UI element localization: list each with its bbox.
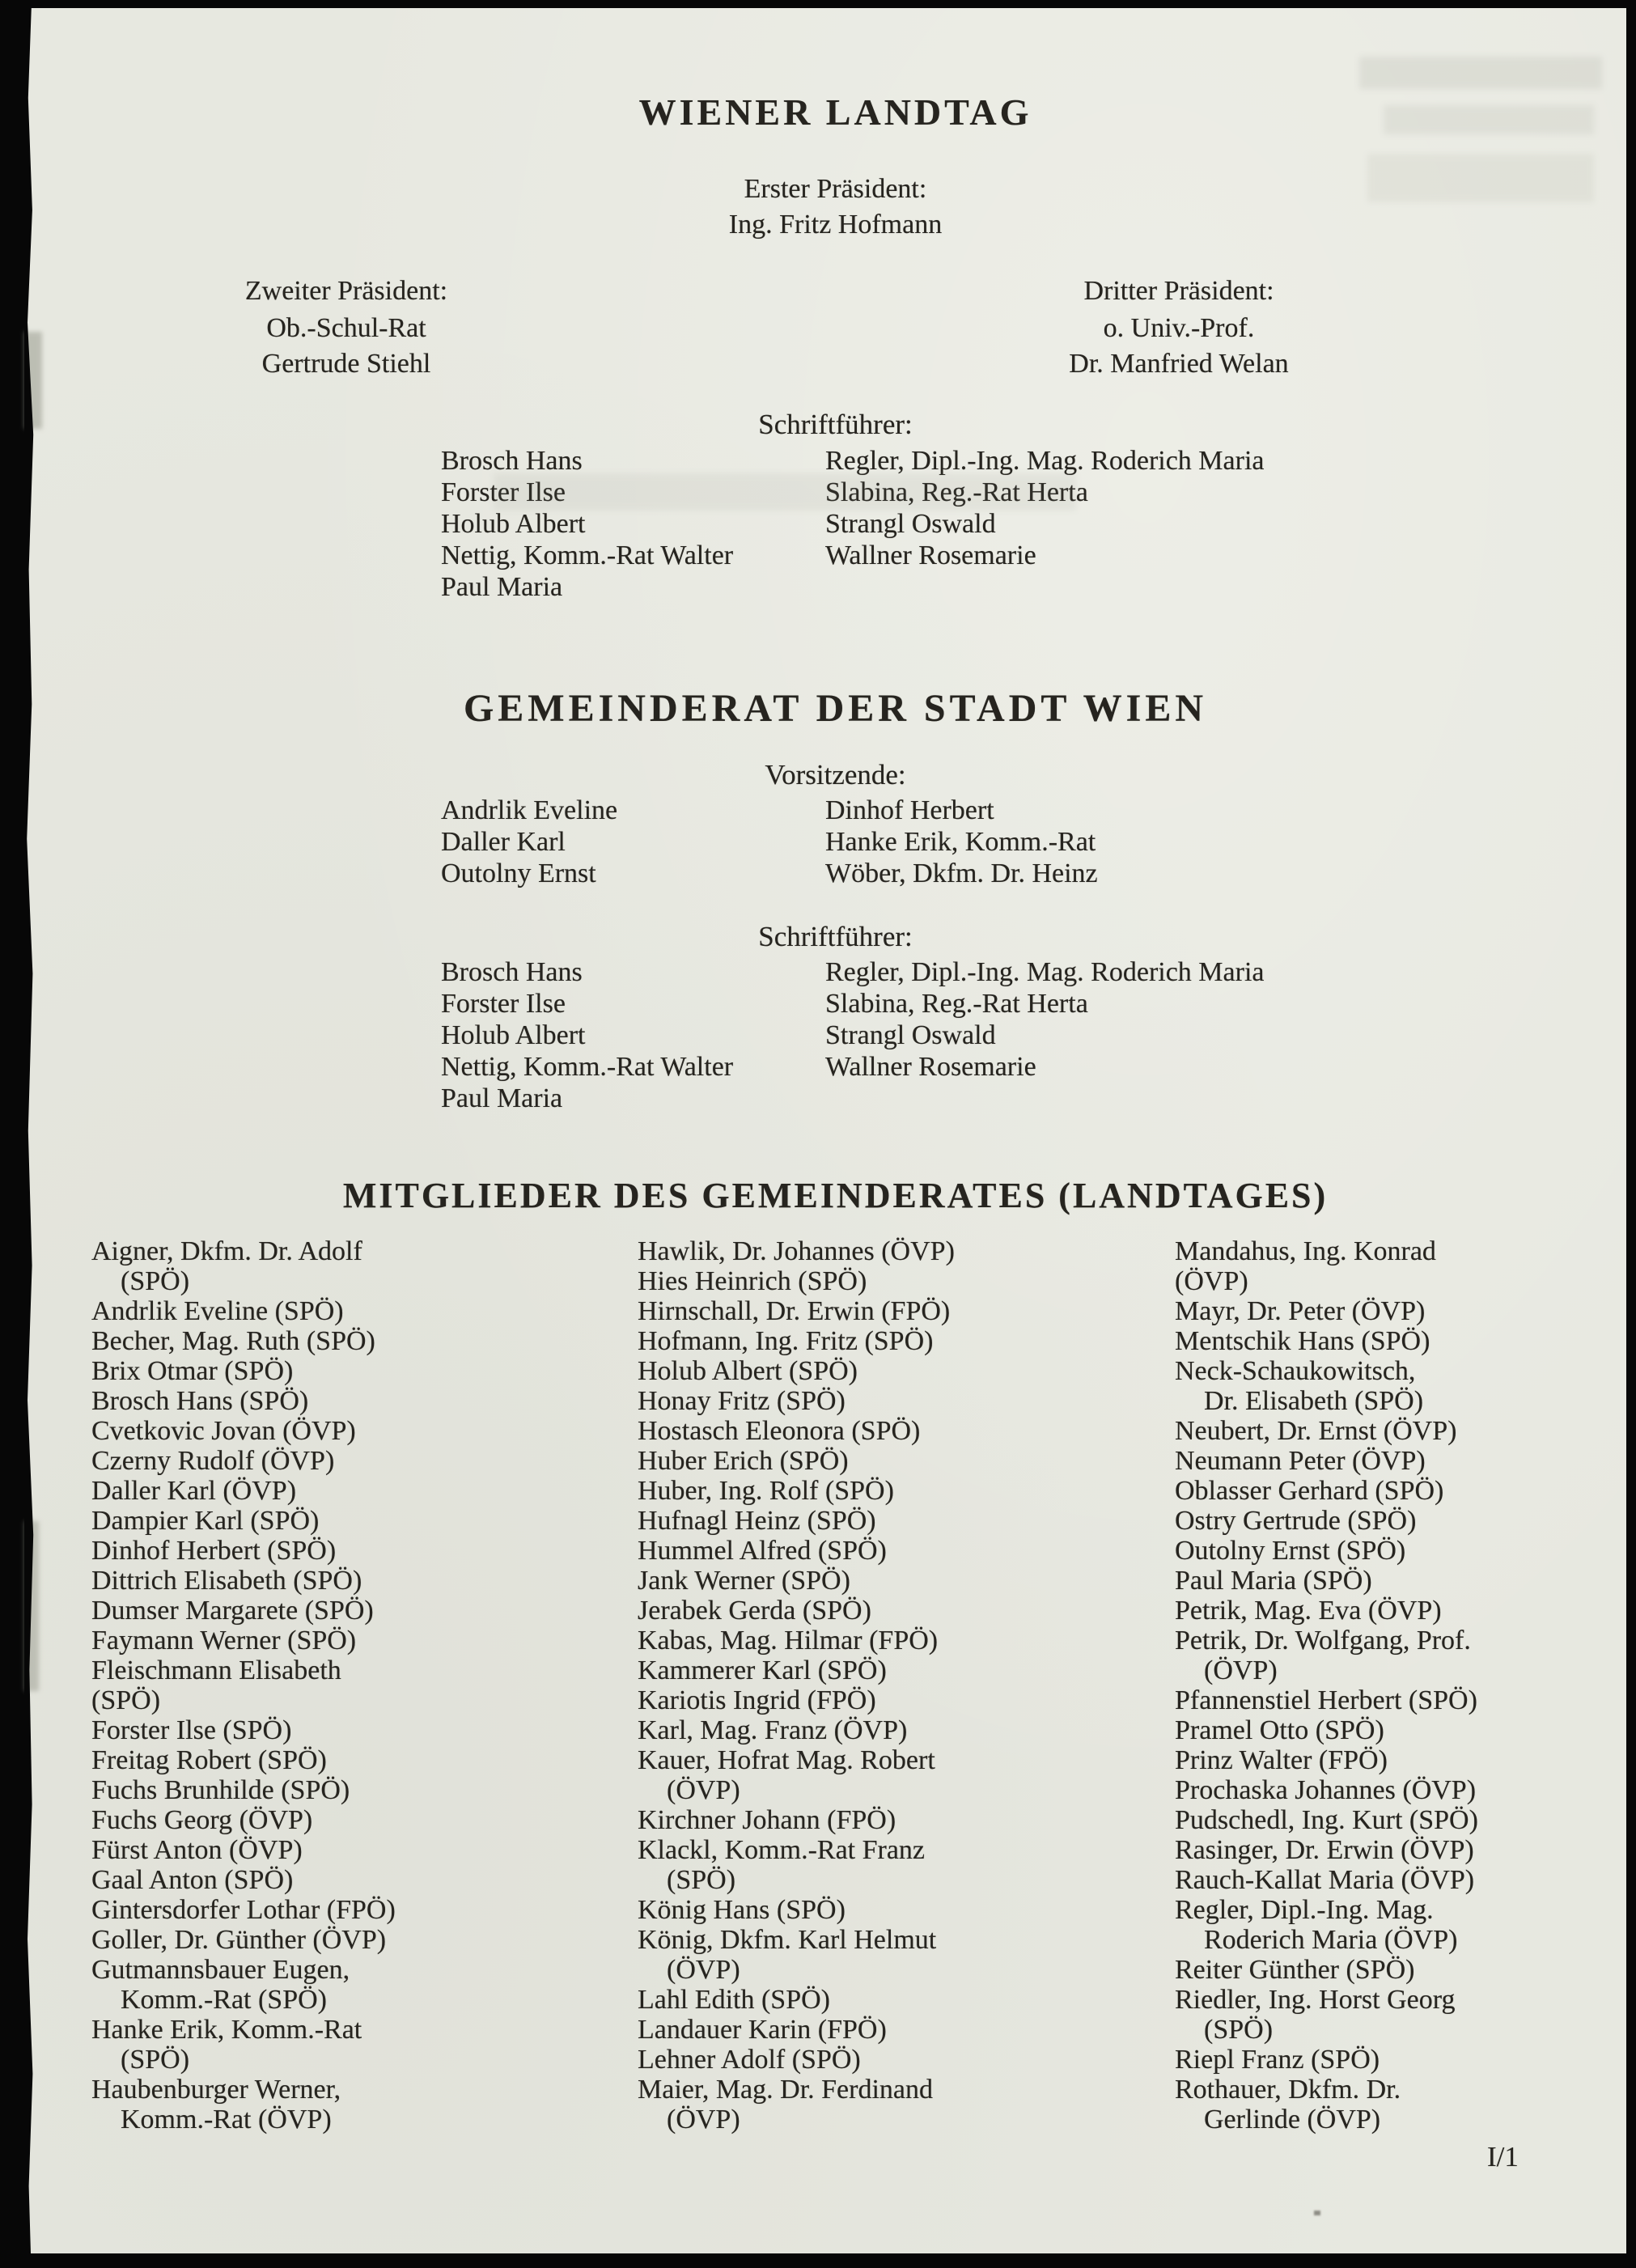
member-name: Komm.-Rat (SPÖ) [121, 1985, 327, 2015]
secretary-name: Nettig, Komm.-Rat Walter [441, 541, 734, 570]
secretary-name: Paul Maria [441, 572, 563, 602]
landtag-secretaries-list [24, 445, 1626, 607]
page-number: I/1 [1487, 2141, 1519, 2173]
member-name: Prochaska Johannes (ÖVP) [1175, 1775, 1477, 1805]
members-heading: MITGLIEDER DES GEMEINDERATES (LANDTAGES) [342, 1176, 1329, 1215]
landtag-secretaries-right-column [825, 445, 1265, 571]
member-name: Hostasch Eleonora (SPÖ) [638, 1416, 921, 1446]
member-name: (SPÖ) [1204, 2015, 1274, 2045]
member-name: Daller Karl (ÖVP) [91, 1476, 297, 1506]
members-column-2 [638, 1236, 1155, 2134]
member-name: Riedler, Ing. Horst Georg [1175, 1985, 1456, 2015]
member-name: Klackl, Komm.-Rat Franz [638, 1835, 926, 1865]
member-name: Kirchner Johann (FPÖ) [638, 1805, 896, 1835]
landtag-secretaries-left-column [441, 445, 733, 603]
ink-speck [1314, 2211, 1320, 2215]
member-name: Paul Maria (SPÖ) [1175, 1566, 1372, 1596]
member-name: Dinhof Herbert (SPÖ) [91, 1536, 337, 1566]
third-president-block [1029, 273, 1329, 382]
member-name: Pramel Otto (SPÖ) [1175, 1715, 1384, 1745]
member-name: Kariotis Ingrid (FPÖ) [638, 1685, 876, 1715]
gemeinderat-secretaries-list [24, 956, 1626, 1118]
chair-name: Hanke Erik, Komm.-Rat [825, 827, 1096, 857]
member-name: Hummel Alfred (SPÖ) [638, 1536, 887, 1566]
paper-sheet [24, 8, 1626, 2253]
first-president-label: Erster Präsident: [744, 174, 927, 204]
member-name: Rauch-Kallat Maria (ÖVP) [1175, 1865, 1475, 1895]
member-name: (SPÖ) [121, 2045, 190, 2075]
member-name: Aigner, Dkfm. Dr. Adolf [91, 1236, 362, 1266]
member-name: Becher, Mag. Ruth (SPÖ) [91, 1326, 375, 1356]
member-name: Prinz Walter (FPÖ) [1175, 1745, 1388, 1775]
member-name: Outolny Ernst (SPÖ) [1175, 1536, 1406, 1566]
first-president-block [24, 172, 1626, 243]
member-name: Fleischmann Elisabeth [91, 1655, 341, 1685]
member-name: Neubert, Dr. Ernst (ÖVP) [1175, 1416, 1457, 1446]
member-name: Haubenburger Werner, [91, 2075, 341, 2105]
secretary-name: Regler, Dipl.-Ing. Mag. Roderich Maria [825, 957, 1265, 987]
secretary-name: Holub Albert [441, 509, 586, 539]
member-name: Fuchs Georg (ÖVP) [91, 1805, 313, 1835]
member-name: Forster Ilse (SPÖ) [91, 1715, 292, 1745]
member-name: (SPÖ) [667, 1865, 736, 1895]
member-name: Hanke Erik, Komm.-Rat [91, 2015, 362, 2045]
landtag-heading: WIENER LANDTAG [638, 91, 1032, 133]
member-name: Jank Werner (SPÖ) [638, 1566, 850, 1596]
chair-name: Dinhof Herbert [825, 795, 994, 825]
chairs-right-column [825, 795, 1098, 889]
member-name: Dittrich Elisabeth (SPÖ) [91, 1566, 362, 1596]
member-name: Hofmann, Ing. Fritz (SPÖ) [638, 1326, 934, 1356]
member-name: (ÖVP) [1204, 1655, 1278, 1685]
secretary-name: Holub Albert [441, 1020, 586, 1050]
member-name: Hufnagl Heinz (SPÖ) [638, 1506, 876, 1536]
members-column-3 [1175, 1236, 1628, 2134]
secretary-name: Strangl Oswald [825, 509, 996, 539]
second-president-block [201, 273, 492, 382]
chairs-left-column [441, 795, 617, 889]
chairs-label: Vorsitzende: [765, 759, 906, 791]
member-name: Rasinger, Dr. Erwin (ÖVP) [1175, 1835, 1474, 1865]
member-name: Gutmannsbauer Eugen, [91, 1955, 350, 1985]
member-name: Gerlinde (ÖVP) [1204, 2105, 1381, 2134]
member-name: (ÖVP) [667, 1775, 740, 1805]
member-name: Karl, Mag. Franz (ÖVP) [638, 1715, 908, 1745]
member-name: Holub Albert (SPÖ) [638, 1356, 858, 1386]
chair-name: Daller Karl [441, 827, 566, 857]
member-name: Mayr, Dr. Peter (ÖVP) [1175, 1296, 1426, 1326]
gemeinderat-secretaries-label: Schriftführer: [758, 921, 913, 952]
member-name: Mandahus, Ing. Konrad [1175, 1236, 1436, 1266]
third-president-line: o. Univ.-Prof. [1103, 313, 1255, 343]
member-name: Petrik, Dr. Wolfgang, Prof. [1175, 1626, 1471, 1655]
first-president-name: Ing. Fritz Hofmann [728, 210, 943, 240]
secretary-name: Strangl Oswald [825, 1020, 996, 1050]
member-name: Goller, Dr. Günther (ÖVP) [91, 1925, 387, 1955]
member-name: Kabas, Mag. Hilmar (FPÖ) [638, 1626, 939, 1655]
member-name: Ostry Gertrude (SPÖ) [1175, 1506, 1417, 1536]
secretary-name: Slabina, Reg.-Rat Herta [825, 989, 1088, 1019]
member-name: Andrlik Eveline (SPÖ) [91, 1296, 344, 1326]
secretary-name: Forster Ilse [441, 989, 566, 1019]
chair-name: Outolny Ernst [441, 858, 596, 888]
secretary-name: Nettig, Komm.-Rat Walter [441, 1052, 734, 1082]
members-column-1 [91, 1236, 609, 2134]
member-name: (ÖVP) [667, 1955, 740, 1985]
member-name: Lehner Adolf (SPÖ) [638, 2045, 861, 2075]
chairs-list [24, 795, 1626, 900]
member-name: König Hans (SPÖ) [638, 1895, 846, 1925]
member-name: Neumann Peter (ÖVP) [1175, 1446, 1426, 1476]
chair-name: Wöber, Dkfm. Dr. Heinz [825, 858, 1098, 888]
member-name: Riepl Franz (SPÖ) [1175, 2045, 1380, 2075]
member-name: Huber Erich (SPÖ) [638, 1446, 849, 1476]
member-name: Pfannenstiel Herbert (SPÖ) [1175, 1685, 1477, 1715]
member-name: Landauer Karin (FPÖ) [638, 2015, 887, 2045]
member-name: Petrik, Mag. Eva (ÖVP) [1175, 1596, 1442, 1626]
member-name: Reiter Günther (SPÖ) [1175, 1955, 1415, 1985]
member-name: Komm.-Rat (ÖVP) [121, 2105, 332, 2134]
gemeinderat-secretaries-left-column [441, 956, 733, 1114]
member-name: (ÖVP) [667, 2105, 740, 2134]
member-name: Mentschik Hans (SPÖ) [1175, 1326, 1430, 1356]
secretary-name: Slabina, Reg.-Rat Herta [825, 477, 1088, 507]
secretary-name: Wallner Rosemarie [825, 541, 1036, 570]
member-name: Neck-Schaukowitsch, [1175, 1356, 1416, 1386]
member-name: Regler, Dipl.-Ing. Mag. [1175, 1895, 1434, 1925]
secretary-name: Forster Ilse [441, 477, 566, 507]
member-name: Hirnschall, Dr. Erwin (FPÖ) [638, 1296, 951, 1326]
member-name: Roderich Maria (ÖVP) [1204, 1925, 1458, 1955]
third-president-lines [1029, 311, 1329, 382]
member-name: Oblasser Gerhard (SPÖ) [1175, 1476, 1444, 1506]
member-name: Lahl Edith (SPÖ) [638, 1985, 830, 2015]
member-name: Dr. Elisabeth (SPÖ) [1204, 1386, 1424, 1416]
secretary-name: Brosch Hans [441, 446, 583, 476]
member-name: Brix Otmar (SPÖ) [91, 1356, 294, 1386]
member-name: (SPÖ) [91, 1685, 161, 1715]
secretary-name: Brosch Hans [441, 957, 583, 987]
member-name: Maier, Mag. Dr. Ferdinand [638, 2075, 934, 2105]
member-name: Rothauer, Dkfm. Dr. [1175, 2075, 1401, 2105]
member-name: Kammerer Karl (SPÖ) [638, 1655, 887, 1685]
secretary-name: Wallner Rosemarie [825, 1052, 1036, 1082]
landtag-secretaries-label: Schriftführer: [758, 409, 913, 440]
chair-name: Andrlik Eveline [441, 795, 618, 825]
member-name: Dampier Karl (SPÖ) [91, 1506, 320, 1536]
member-name: Brosch Hans (SPÖ) [91, 1386, 309, 1416]
member-name: Kauer, Hofrat Mag. Robert [638, 1745, 935, 1775]
bleed-through-smudge [1359, 57, 1602, 89]
member-name: Hies Heinrich (SPÖ) [638, 1266, 867, 1296]
member-name: Dumser Margarete (SPÖ) [91, 1596, 374, 1626]
member-name: Hawlik, Dr. Johannes (ÖVP) [638, 1236, 955, 1266]
second-president-line: Gertrude Stiehl [261, 349, 431, 379]
second-president-label: Zweiter Präsident: [244, 276, 448, 306]
member-name: Honay Fritz (SPÖ) [638, 1386, 846, 1416]
second-president-line: Ob.-Schul-Rat [266, 313, 426, 343]
member-name: (SPÖ) [121, 1266, 190, 1296]
member-name: Gintersdorfer Lothar (FPÖ) [91, 1895, 396, 1925]
second-president-lines [201, 311, 492, 382]
member-name: Fürst Anton (ÖVP) [91, 1835, 303, 1865]
member-name: Jerabek Gerda (SPÖ) [638, 1596, 871, 1626]
third-president-line: Dr. Manfried Welan [1069, 349, 1289, 379]
member-name: Fuchs Brunhilde (SPÖ) [91, 1775, 350, 1805]
member-name: (ÖVP) [1175, 1266, 1248, 1296]
member-name: Cvetkovic Jovan (ÖVP) [91, 1416, 356, 1446]
member-name: Faymann Werner (SPÖ) [91, 1626, 357, 1655]
members-list [24, 1236, 1626, 2151]
secretary-name: Paul Maria [441, 1083, 563, 1113]
member-name: Pudschedl, Ing. Kurt (SPÖ) [1175, 1805, 1478, 1835]
gemeinderat-secretaries-right-column [825, 956, 1265, 1083]
gemeinderat-heading: GEMEINDERAT DER STADT WIEN [463, 687, 1208, 730]
member-name: Huber, Ing. Rolf (SPÖ) [638, 1476, 894, 1506]
member-name: Czerny Rudolf (ÖVP) [91, 1446, 335, 1476]
member-name: Gaal Anton (SPÖ) [91, 1865, 294, 1895]
secretary-name: Regler, Dipl.-Ing. Mag. Roderich Maria [825, 446, 1265, 476]
member-name: Freitag Robert (SPÖ) [91, 1745, 327, 1775]
third-president-label: Dritter Präsident: [1083, 276, 1274, 306]
member-name: König, Dkfm. Karl Helmut [638, 1925, 937, 1955]
